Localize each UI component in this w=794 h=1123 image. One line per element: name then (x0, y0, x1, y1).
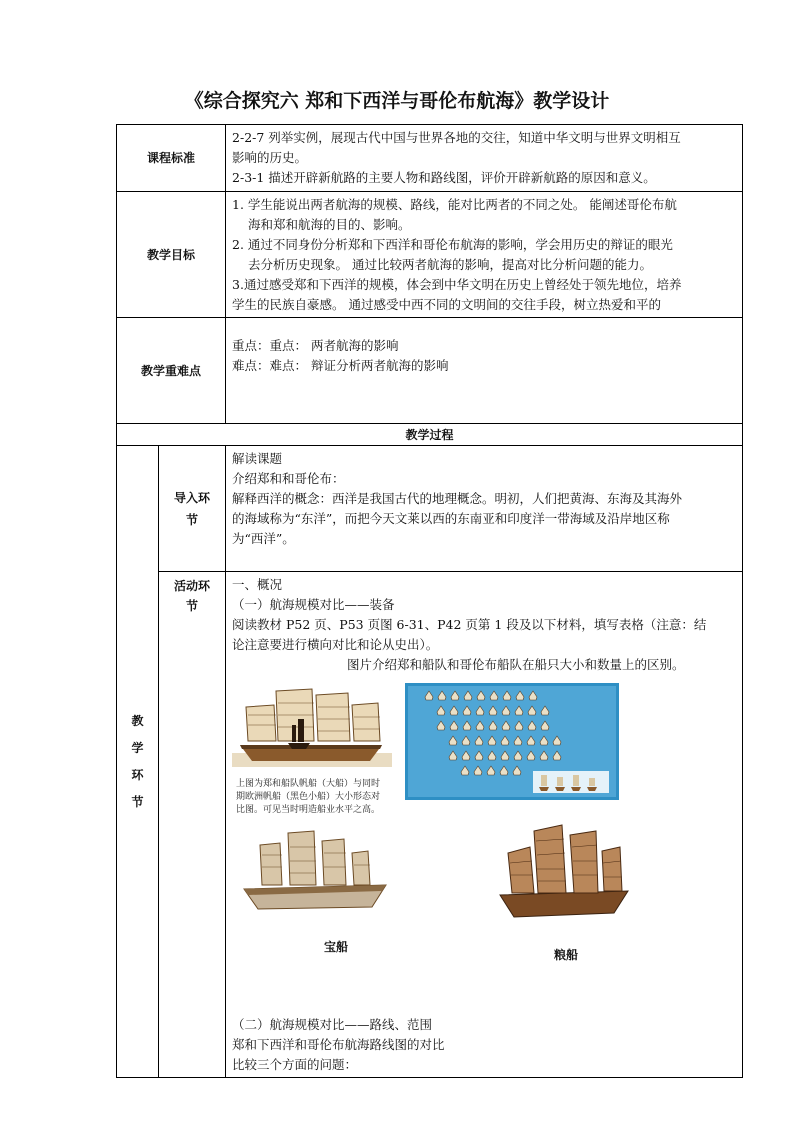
activity-content (226, 572, 743, 1078)
row-process-header (117, 424, 743, 446)
activity-route-line-1: （二）航海规模对比——路线、范围 (232, 1017, 433, 1032)
picture-note: 图片介绍郑和船队和哥伦布船队在船只大小和数量上的区别。 (347, 657, 685, 672)
treasure-ship-label: 宝船 (324, 940, 349, 954)
row-goals (117, 192, 743, 318)
keypoints-content (226, 318, 743, 424)
activity-line-2: （一）航海规模对比——装备 (232, 597, 395, 612)
goals-line-2: 海和郑和航海的目的、影响。 (248, 217, 411, 232)
intro-line-3: 解释西洋的概念：西洋是我国古代的地理概念。明初，人们把黄海、东海及其海外 (232, 491, 683, 506)
lesson-plan-table (116, 124, 743, 1078)
activity-line-4: 论注意要进行横向对比和论从史出）。 (232, 637, 439, 652)
label-keypoints: 教学重难点 (117, 318, 226, 424)
goals-line-3: 2. 通过不同身份分析郑和下西洋和哥伦布航海的影响，学会用历史的辩证的眼光 (232, 237, 673, 252)
row-standard (117, 125, 743, 192)
label-intro-2: 节 (186, 512, 199, 527)
grain-ship-label: 粮船 (554, 948, 579, 962)
activity-route-line-3: 比较三个方面的问题： (232, 1057, 358, 1072)
fleet-formation-image (405, 683, 619, 800)
goals-content (226, 192, 743, 318)
row-intro (117, 446, 743, 572)
intro-content (226, 446, 743, 572)
goals-line-6: 学生的民族自豪感。 通过感受中西不同的文明间的交往手段，树立热爱和平的 (232, 297, 661, 312)
intro-line-1: 解读课题 (232, 451, 283, 466)
grain-ship-image (494, 821, 634, 931)
goals-line-5: 3.通过感受郑和下西洋的规模，体会到中华文明在历史上曾经处于领先地位，培养 (232, 277, 682, 292)
standard-line-1: 2-2-7 列举实例，展现古代中国与世界各地的交往，知道中华文明与世界文明相互 (232, 130, 681, 145)
label-intro (159, 446, 226, 572)
activity-line-3: 阅读教材 P52 页、P53 页图 6-31、P42 页第 1 段及以下材料，填写表格（注意：结 (232, 617, 707, 632)
activity-line-1: 一、概况 (232, 577, 283, 592)
goals-line-4: 去分析历史现象。 通过比较两者航海的影响，提高对比分析问题的能力。 (248, 257, 652, 272)
activity-route-line-2: 郑和下西洋和哥伦布航海路线图的对比 (232, 1037, 445, 1052)
ship-comparison-caption: 上图为郑和船队帆船（大船）与同时期欧洲帆船（黑色小船）大小形态对比图。可见当时明造船业水平之高。 (236, 779, 381, 815)
label-section (117, 446, 159, 1078)
label-standard: 课程标准 (117, 125, 226, 192)
section-char-3: 环 (131, 767, 144, 782)
keypoint-key: 重点：重点： 两者航海的影响 (232, 338, 399, 353)
section-char-1: 教 (131, 713, 144, 728)
ship-images (232, 675, 736, 1015)
ship-comparison-image (232, 685, 392, 770)
section-char-2: 学 (131, 740, 144, 755)
intro-line-2: 介绍郑和和哥伦布： (232, 471, 345, 486)
label-intro-1: 导入环 (174, 490, 211, 505)
label-activity (159, 572, 226, 1078)
label-activity-1: 活动环 (174, 579, 211, 593)
label-activity-2: 节 (186, 599, 199, 613)
standard-line-2: 影响的历史。 (232, 150, 308, 165)
treasure-ship-image (240, 827, 390, 922)
standard-content (226, 125, 743, 192)
ship-comparison-photo (232, 685, 392, 820)
label-goals: 教学目标 (117, 192, 226, 318)
section-char-4: 节 (131, 794, 144, 809)
standard-line-3: 2-3-1 描述开辟新航路的主要人物和路线图，评价开辟新航路的原因和意义。 (232, 170, 656, 185)
page-title: 《综合探究六 郑和下西洋与哥伦布航海》教学设计 (184, 90, 610, 112)
intro-line-5: 为“西洋”。 (232, 531, 295, 546)
goals-line-1: 1. 学生能说出两者航海的规模、路线，能对比两者的不同之处。 能阐述哥伦布航 (232, 197, 677, 212)
row-keypoints (117, 318, 743, 424)
intro-line-4: 的海域称为“东洋”，而把今天文莱以西的东南亚和印度洋一带海域及沿岸地区称 (232, 511, 670, 526)
keypoint-difficult: 难点：难点： 辩证分析两者航海的影响 (232, 358, 449, 373)
row-activity (117, 572, 743, 1078)
label-process: 教学过程 (117, 424, 743, 446)
